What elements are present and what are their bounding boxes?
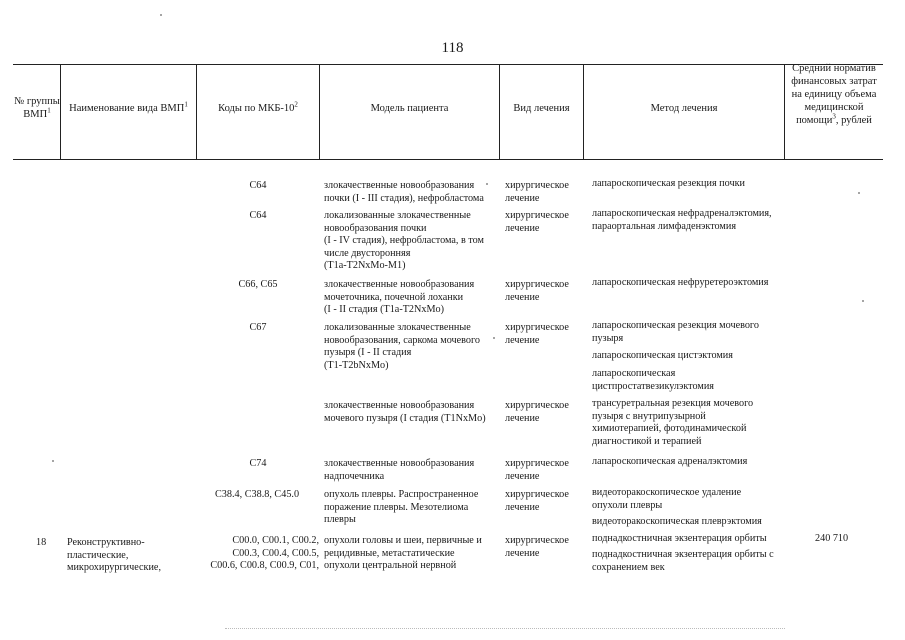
patient-model-cell: злокачественные новообразования мочеточника, почечной лоханки (I - II стадия (T1a-T2NxMo) xyxy=(324,279,475,316)
patient-model-cell: локализованные злокачественные новообразования, саркома мочевого пузыря (I - II стадия (T1-T2bNxMo) xyxy=(324,322,481,371)
icd-code-cell: C38.4, C38.8, C45.0 xyxy=(215,489,300,500)
treatment-type-cell: хирургическое лечение xyxy=(505,180,569,204)
icd-code-cell: C64 xyxy=(249,210,267,221)
header-average-cost: Средний норматив финансовых затрат на единицу объема медицинской помощи$^3$, рублей xyxy=(791,63,877,126)
treatment-type-cell: хирургическое лечение xyxy=(505,322,569,346)
treatment-method-cell: лапароскопическая цистэктомия xyxy=(592,350,733,361)
icd-code-cell: C67 xyxy=(249,322,267,333)
treatment-method-cell: поднадкостничная экзентерация орбиты с сохранением век xyxy=(592,549,774,573)
patient-model-cell: злокачественные новообразования мочевого пузыря (I стадия (T1NxMo) xyxy=(324,400,486,424)
header-top-border xyxy=(13,64,883,65)
treatment-method-cell: видеоторакоскопическая плеврэктомия xyxy=(592,516,762,527)
header-icd-codes: Коды по МКБ-$10^2$ xyxy=(218,100,298,114)
treatment-method-cell: поднадкостничная экзентерация орбиты xyxy=(592,533,767,544)
patient-model-cell: опухоль плевры. Распространенное поражение плевры. Мезотелиома плевры xyxy=(324,489,479,526)
treatment-method-cell: лапароскопическая адреналэктомия xyxy=(592,456,748,467)
header-group-number: № группы ВМП$^1$ xyxy=(14,96,60,120)
scan-speck xyxy=(160,14,162,16)
page-number: 118 xyxy=(441,40,464,56)
header-vmp-name: Наименование вида ВМП$^1$ xyxy=(69,100,188,114)
patient-model-cell: локализованные злокачественные новообразования почки (I - IV стадия), нефробластома, в том числе двусторонняя (T1a-T2NxMo-M1) xyxy=(324,210,484,272)
header-patient-model: Модель пациента xyxy=(370,103,449,114)
treatment-method-cell: лапароскопическая резекция мочевого пузыря xyxy=(592,320,759,344)
treatment-type-cell: хирургическое лечение xyxy=(505,279,569,303)
treatment-type-cell: хирургическое лечение xyxy=(505,535,569,559)
group-number-cell: 18 xyxy=(36,537,47,548)
vmp-name-cell: Реконструктивно- пластические, микрохирургические, xyxy=(67,537,161,574)
scan-speck xyxy=(493,337,495,339)
scan-speck xyxy=(862,300,864,302)
header-treatment-method: Метод лечения xyxy=(650,103,718,114)
treatment-method-cell: лапароскопическая нефрадреналэктомия, параортальная лимфаденэктомия xyxy=(592,208,772,232)
header-bottom-border xyxy=(13,159,883,160)
treatment-method-cell: видеоторакоскопическое удаление опухоли плевры xyxy=(592,487,742,511)
treatment-type-cell: хирургическое лечение xyxy=(505,400,569,424)
treatment-method-cell: лапароскопическая резекция почки xyxy=(592,178,745,189)
treatment-type-cell: хирургическое лечение xyxy=(505,458,569,482)
col-divider-6 xyxy=(784,64,785,160)
treatment-method-cell: лапароскопическая нефруретероэктомия xyxy=(592,277,769,288)
icd-code-cell: C64 xyxy=(249,180,267,191)
scan-speck xyxy=(858,192,860,194)
scan-speck xyxy=(52,460,54,462)
average-cost-cell: 240 710 xyxy=(815,533,849,544)
scan-speck xyxy=(486,183,488,185)
treatment-type-cell: хирургическое лечение xyxy=(505,489,569,513)
treatment-method-cell: трансуретральная резекция мочевого пузыря с внутрипузырной химиотерапией, фотодинамической диагностикой и терапией xyxy=(592,398,754,447)
icd-code-cell: C66, C65 xyxy=(238,279,278,290)
treatment-type-cell: хирургическое лечение xyxy=(505,210,569,234)
scan-edge-noise xyxy=(225,628,785,629)
icd-code-cell: C00.0, C00.1, C00.2, C00.3, C00.4, C00.5, C00.6, C00.8, C00.9, C01, xyxy=(210,535,319,572)
patient-model-cell: опухоли головы и шеи, первичные и рецидивные, метастатические опухоли центральной нервной xyxy=(324,535,482,572)
icd-code-cell: C74 xyxy=(249,458,267,469)
header-treatment-type: Вид лечения xyxy=(513,103,570,114)
patient-model-cell: злокачественные новообразования надпочечника xyxy=(324,458,475,482)
patient-model-cell: злокачественные новообразования почки (I - III стадия), нефробластома xyxy=(324,180,484,204)
treatment-method-cell: лапароскопическая цистпростатвезикулэктомия xyxy=(592,368,714,392)
